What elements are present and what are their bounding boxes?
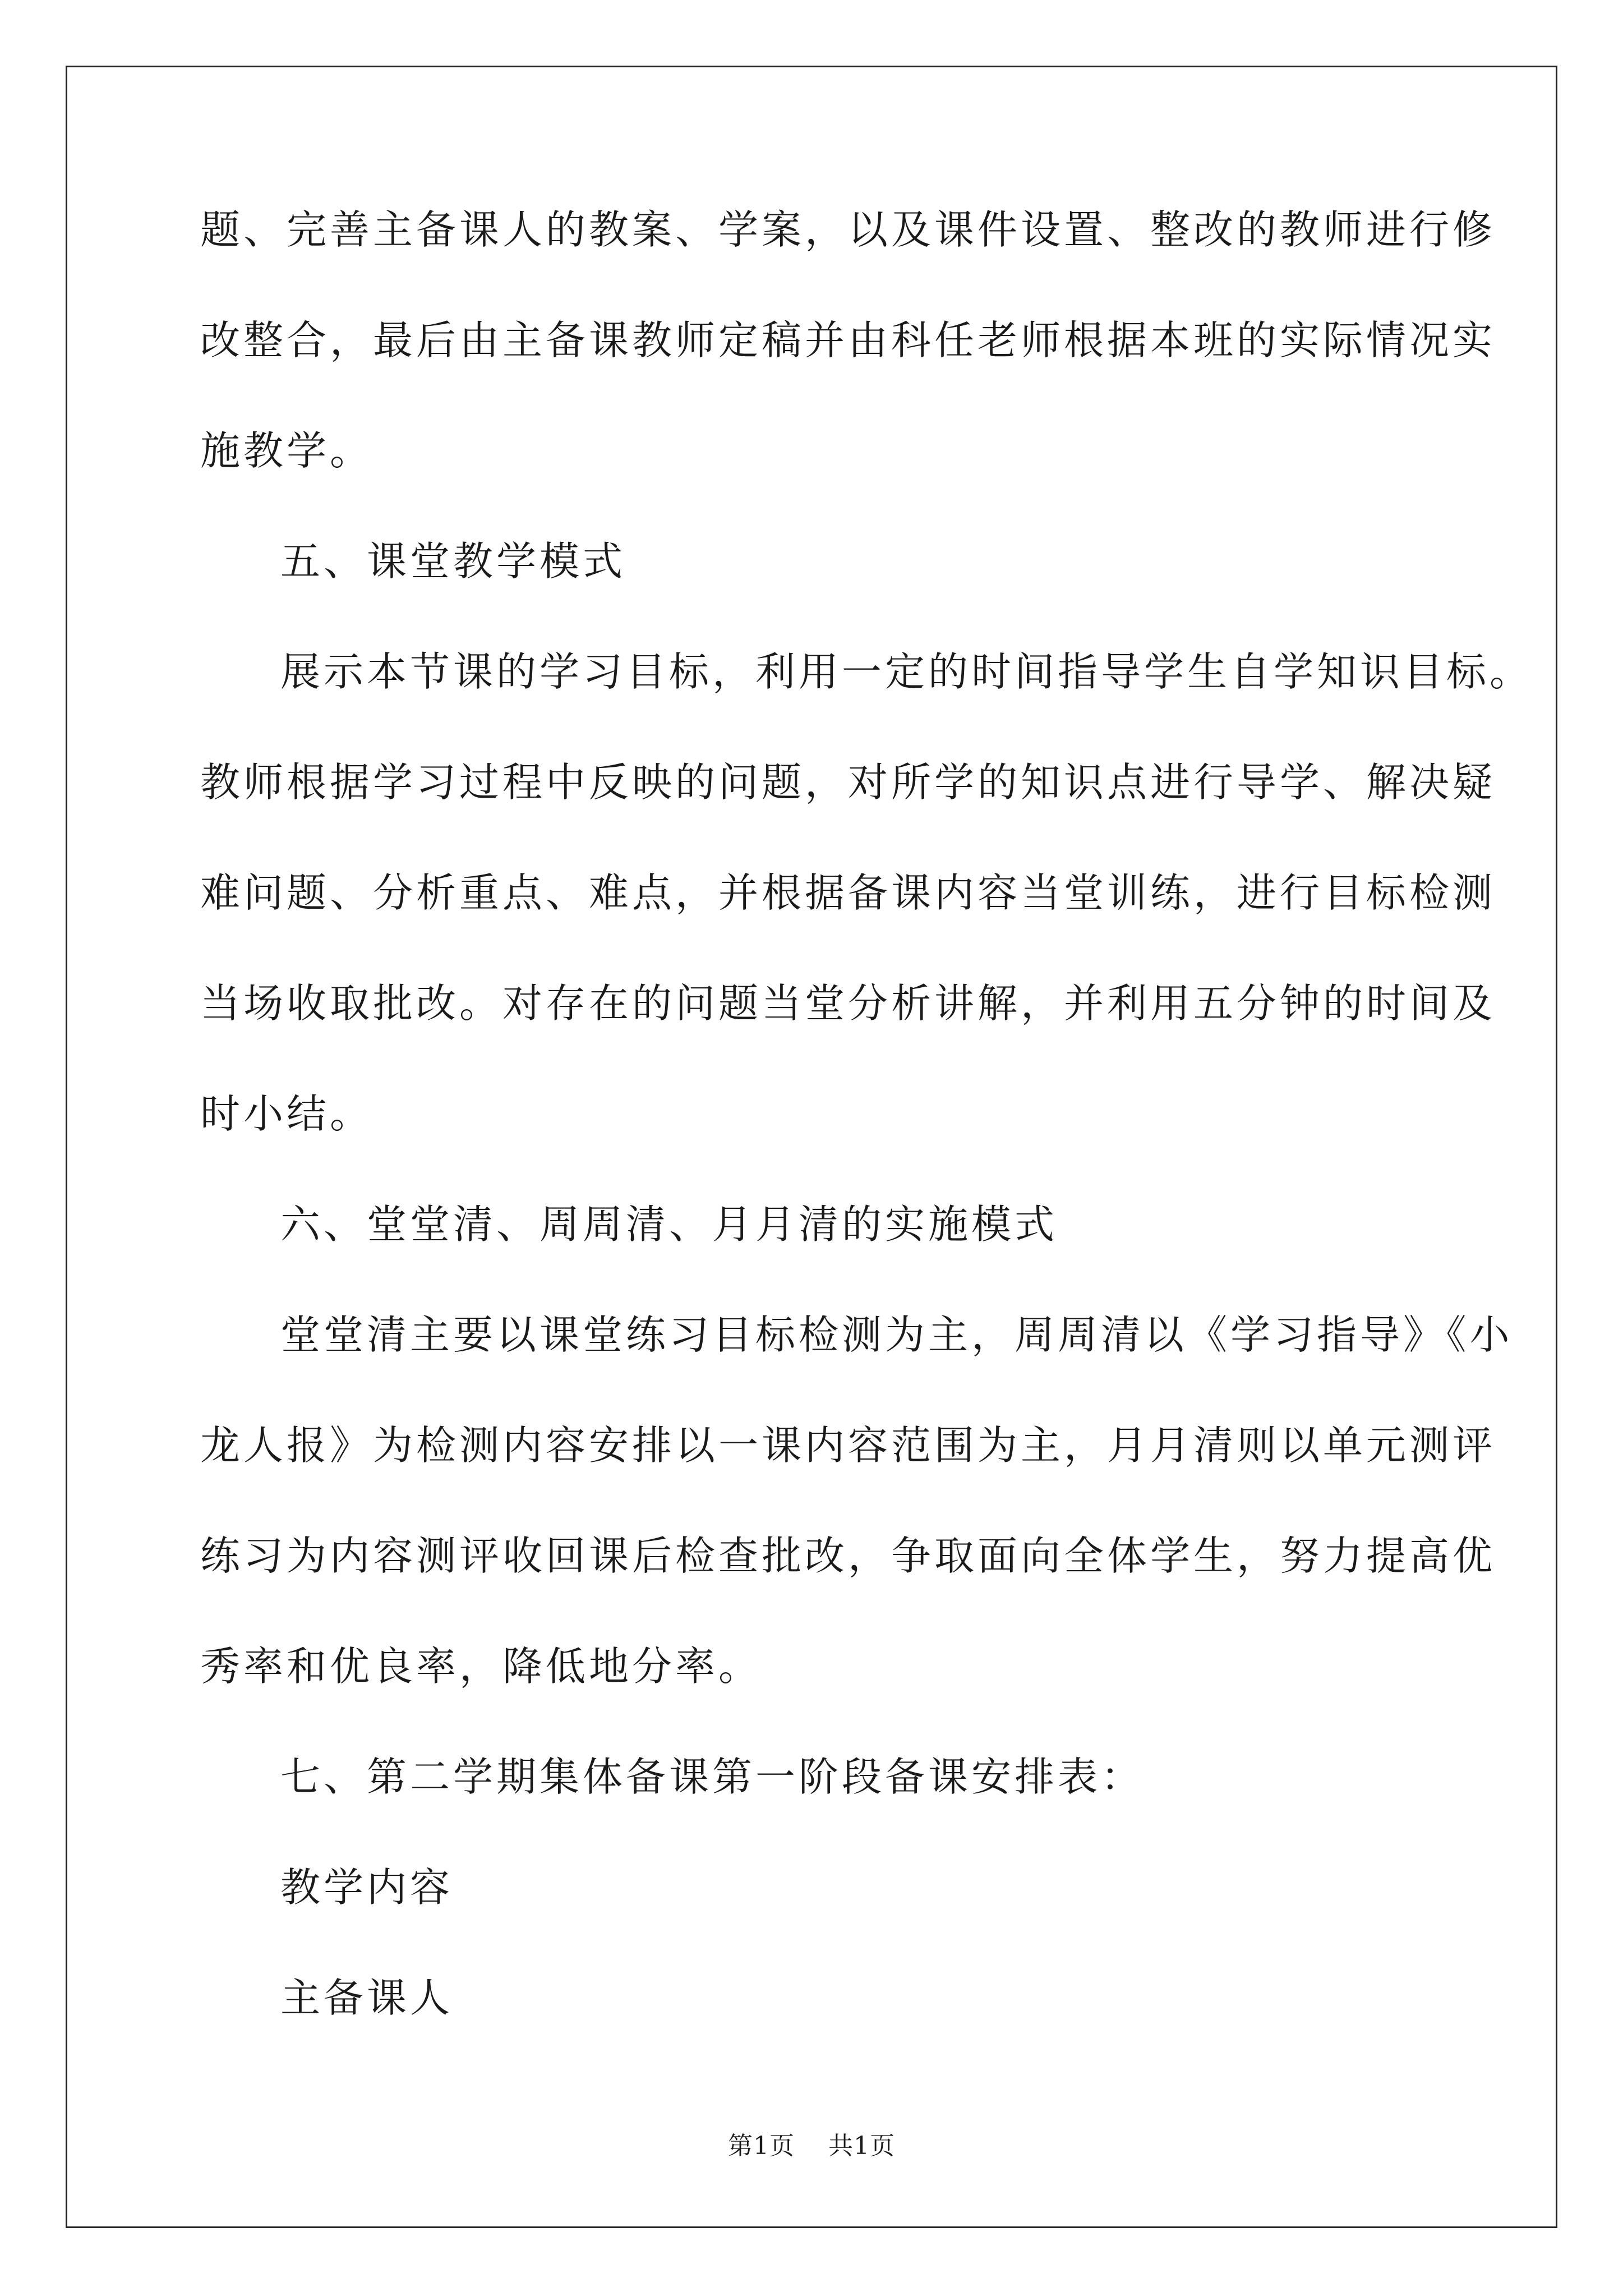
paragraph-line: 难问题、分析重点、难点，并根据备课内容当堂训练，进行目标检测 xyxy=(200,869,1496,916)
paragraph-line: 时小结。 xyxy=(200,1091,374,1137)
paragraph-line: 教师根据学习过程中反映的问题，对所学的知识点进行导学、解决疑 xyxy=(200,759,1496,806)
paragraph-line: 练习为内容测评收回课后检查批改，争取面向全体学生，努力提高优 xyxy=(200,1533,1496,1579)
paragraph-line: 题、完善主备课人的教案、学案，以及课件设置、整改的教师进行修 xyxy=(200,206,1496,253)
section-heading: 五、课堂教学模式 xyxy=(280,538,626,585)
table-label: 教学内容 xyxy=(280,1864,454,1911)
section-heading: 六、堂堂清、周周清、月月清的实施模式 xyxy=(280,1201,1058,1248)
paragraph-line: 改整合，最后由主备课教师定稿并由科任老师根据本班的实际情况实 xyxy=(200,317,1496,364)
paragraph-line: 施教学。 xyxy=(200,427,374,474)
paragraph-line: 龙人报》为检测内容安排以一课内容范围为主，月月清则以单元测评 xyxy=(200,1422,1496,1469)
paragraph-line: 堂堂清主要以课堂练习目标检测为主，周周清以《学习指导》《小 xyxy=(280,1312,1513,1358)
paragraph-line: 展示本节课的学习目标，利用一定的时间指导学生自学知识目标。 xyxy=(280,648,1533,695)
table-label: 主备课人 xyxy=(280,1975,454,2021)
page-number-footer: 第1页 共1页 xyxy=(728,2132,895,2160)
paragraph-line: 当场收取批改。对存在的问题当堂分析讲解，并利用五分钟的时间及 xyxy=(200,980,1496,1027)
paragraph-line: 秀率和优良率，降低地分率。 xyxy=(200,1643,762,1690)
section-heading: 七、第二学期集体备课第一阶段备课安排表： xyxy=(280,1754,1145,1800)
